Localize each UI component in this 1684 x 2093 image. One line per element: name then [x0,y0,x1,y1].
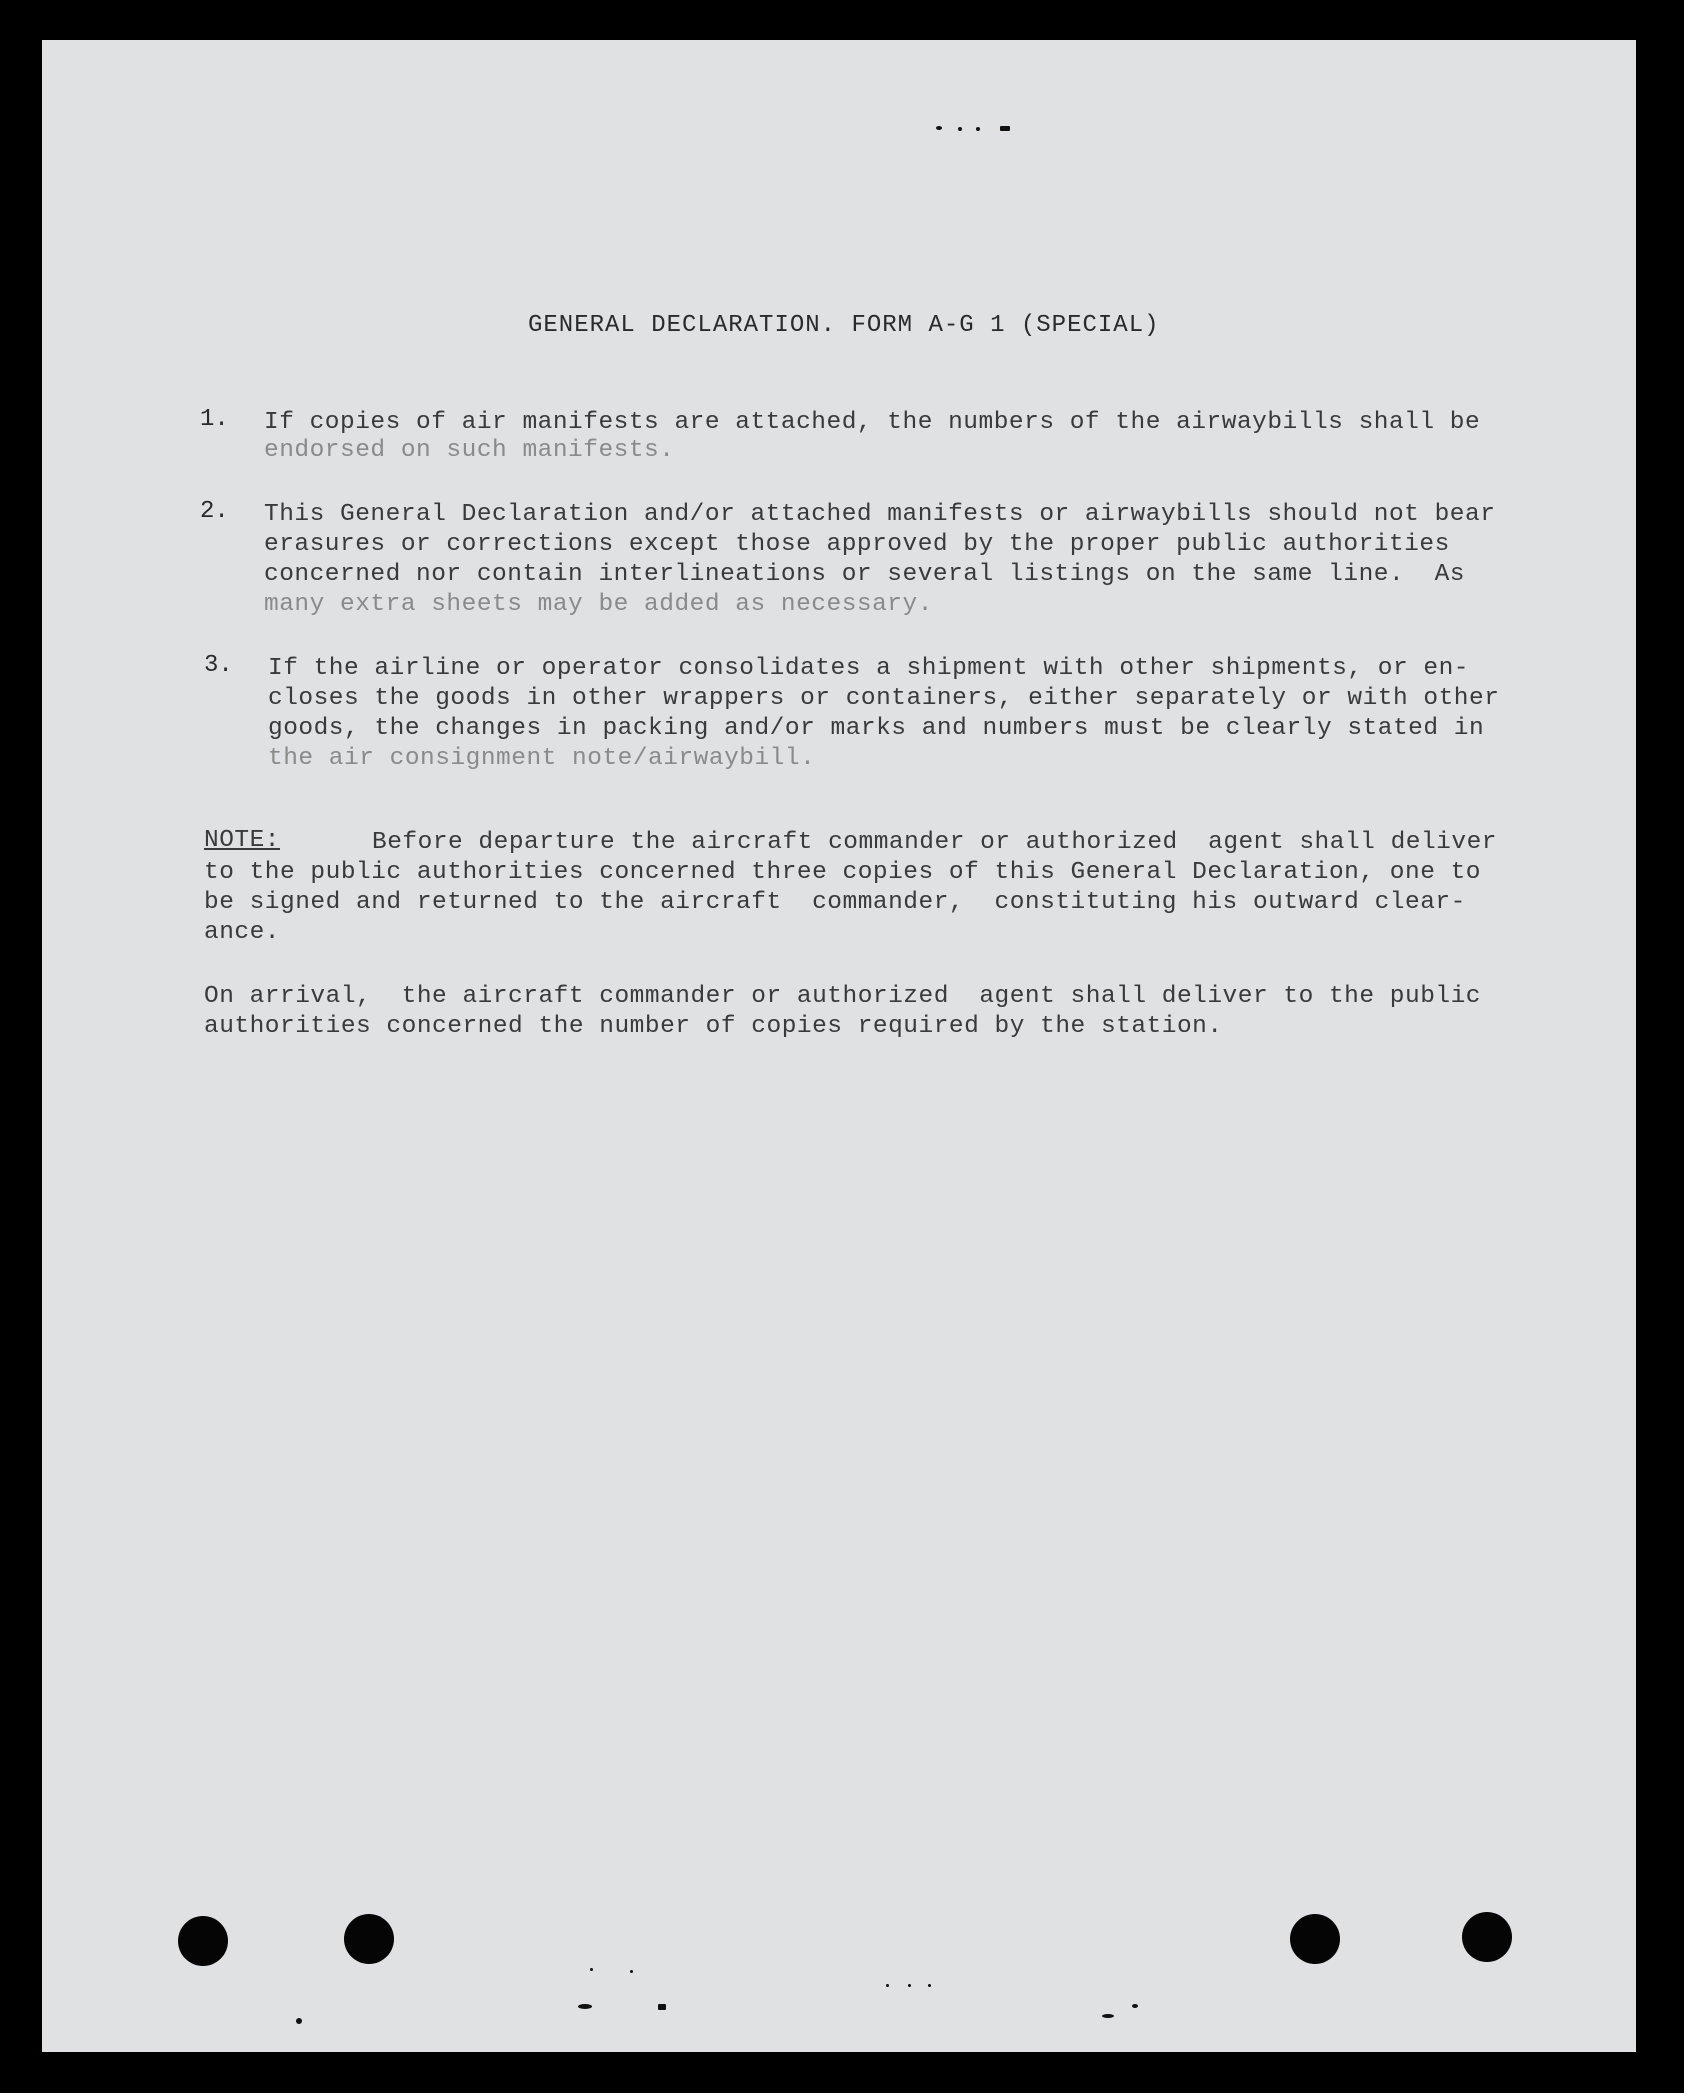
bottom-speck-mark [296,2018,302,2024]
item-line: This General Declaration and/or attached manifests or airwaybills should not bear [264,501,1496,528]
punch-hole [1290,1914,1340,1964]
bottom-speck-mark [1102,2014,1114,2018]
note-line: be signed and returned to the aircraft commander, constituting his outward clear- [204,889,1466,916]
item-line: concerned nor contain interlineations or several listings on the same line. As [264,561,1465,588]
punch-hole [178,1916,228,1966]
page-title: GENERAL DECLARATION. FORM A-G 1 (SPECIAL) [528,312,1160,339]
item-line: the air consignment note/airwaybill. [268,745,816,772]
bottom-speck-mark [630,1970,633,1973]
item-line: erasures or corrections except those approved by the proper public authorities [264,531,1450,558]
punch-hole [344,1914,394,1964]
arrival-line: authorities concerned the number of copies required by the station. [204,1013,1223,1040]
top-dot-mark [936,126,942,130]
note-line: ance. [204,919,281,946]
item-line: If the airline or operator consolidates a shipment with other shipments, or en- [268,655,1469,682]
bottom-speck-mark [886,1984,889,1987]
top-dot-mark [1000,126,1010,131]
bottom-speck-mark [658,2004,666,2010]
top-dot-mark [958,127,962,131]
bottom-speck-mark [590,1968,593,1971]
note-label: NOTE: [204,827,281,854]
paper-sheet [42,40,1636,2052]
item-line: If copies of air manifests are attached, the numbers of the airwaybills shall be [264,409,1481,436]
item-line: endorsed on such manifests. [264,437,675,464]
top-dot-mark [976,127,980,131]
bottom-speck-mark [1132,2004,1138,2008]
item-number: 3. [204,652,233,679]
arrival-line: On arrival, the aircraft commander or authorized agent shall deliver to the public [204,983,1482,1010]
bottom-speck-mark [928,1984,931,1987]
punch-hole [1462,1912,1512,1962]
note-line: Before departure the aircraft commander or authorized agent shall deliver [296,829,1497,856]
bottom-speck-mark [908,1984,911,1987]
item-line: goods, the changes in packing and/or marks and numbers must be clearly stated in [268,715,1485,742]
note-line: to the public authorities concerned three copies of this General Declaration, one to [204,859,1482,886]
item-line: closes the goods in other wrappers or containers, either separately or with other [268,685,1500,712]
bottom-speck-mark [578,2004,592,2009]
item-line: many extra sheets may be added as necessary. [264,591,933,618]
item-number: 1. [200,406,229,433]
item-number: 2. [200,498,229,525]
